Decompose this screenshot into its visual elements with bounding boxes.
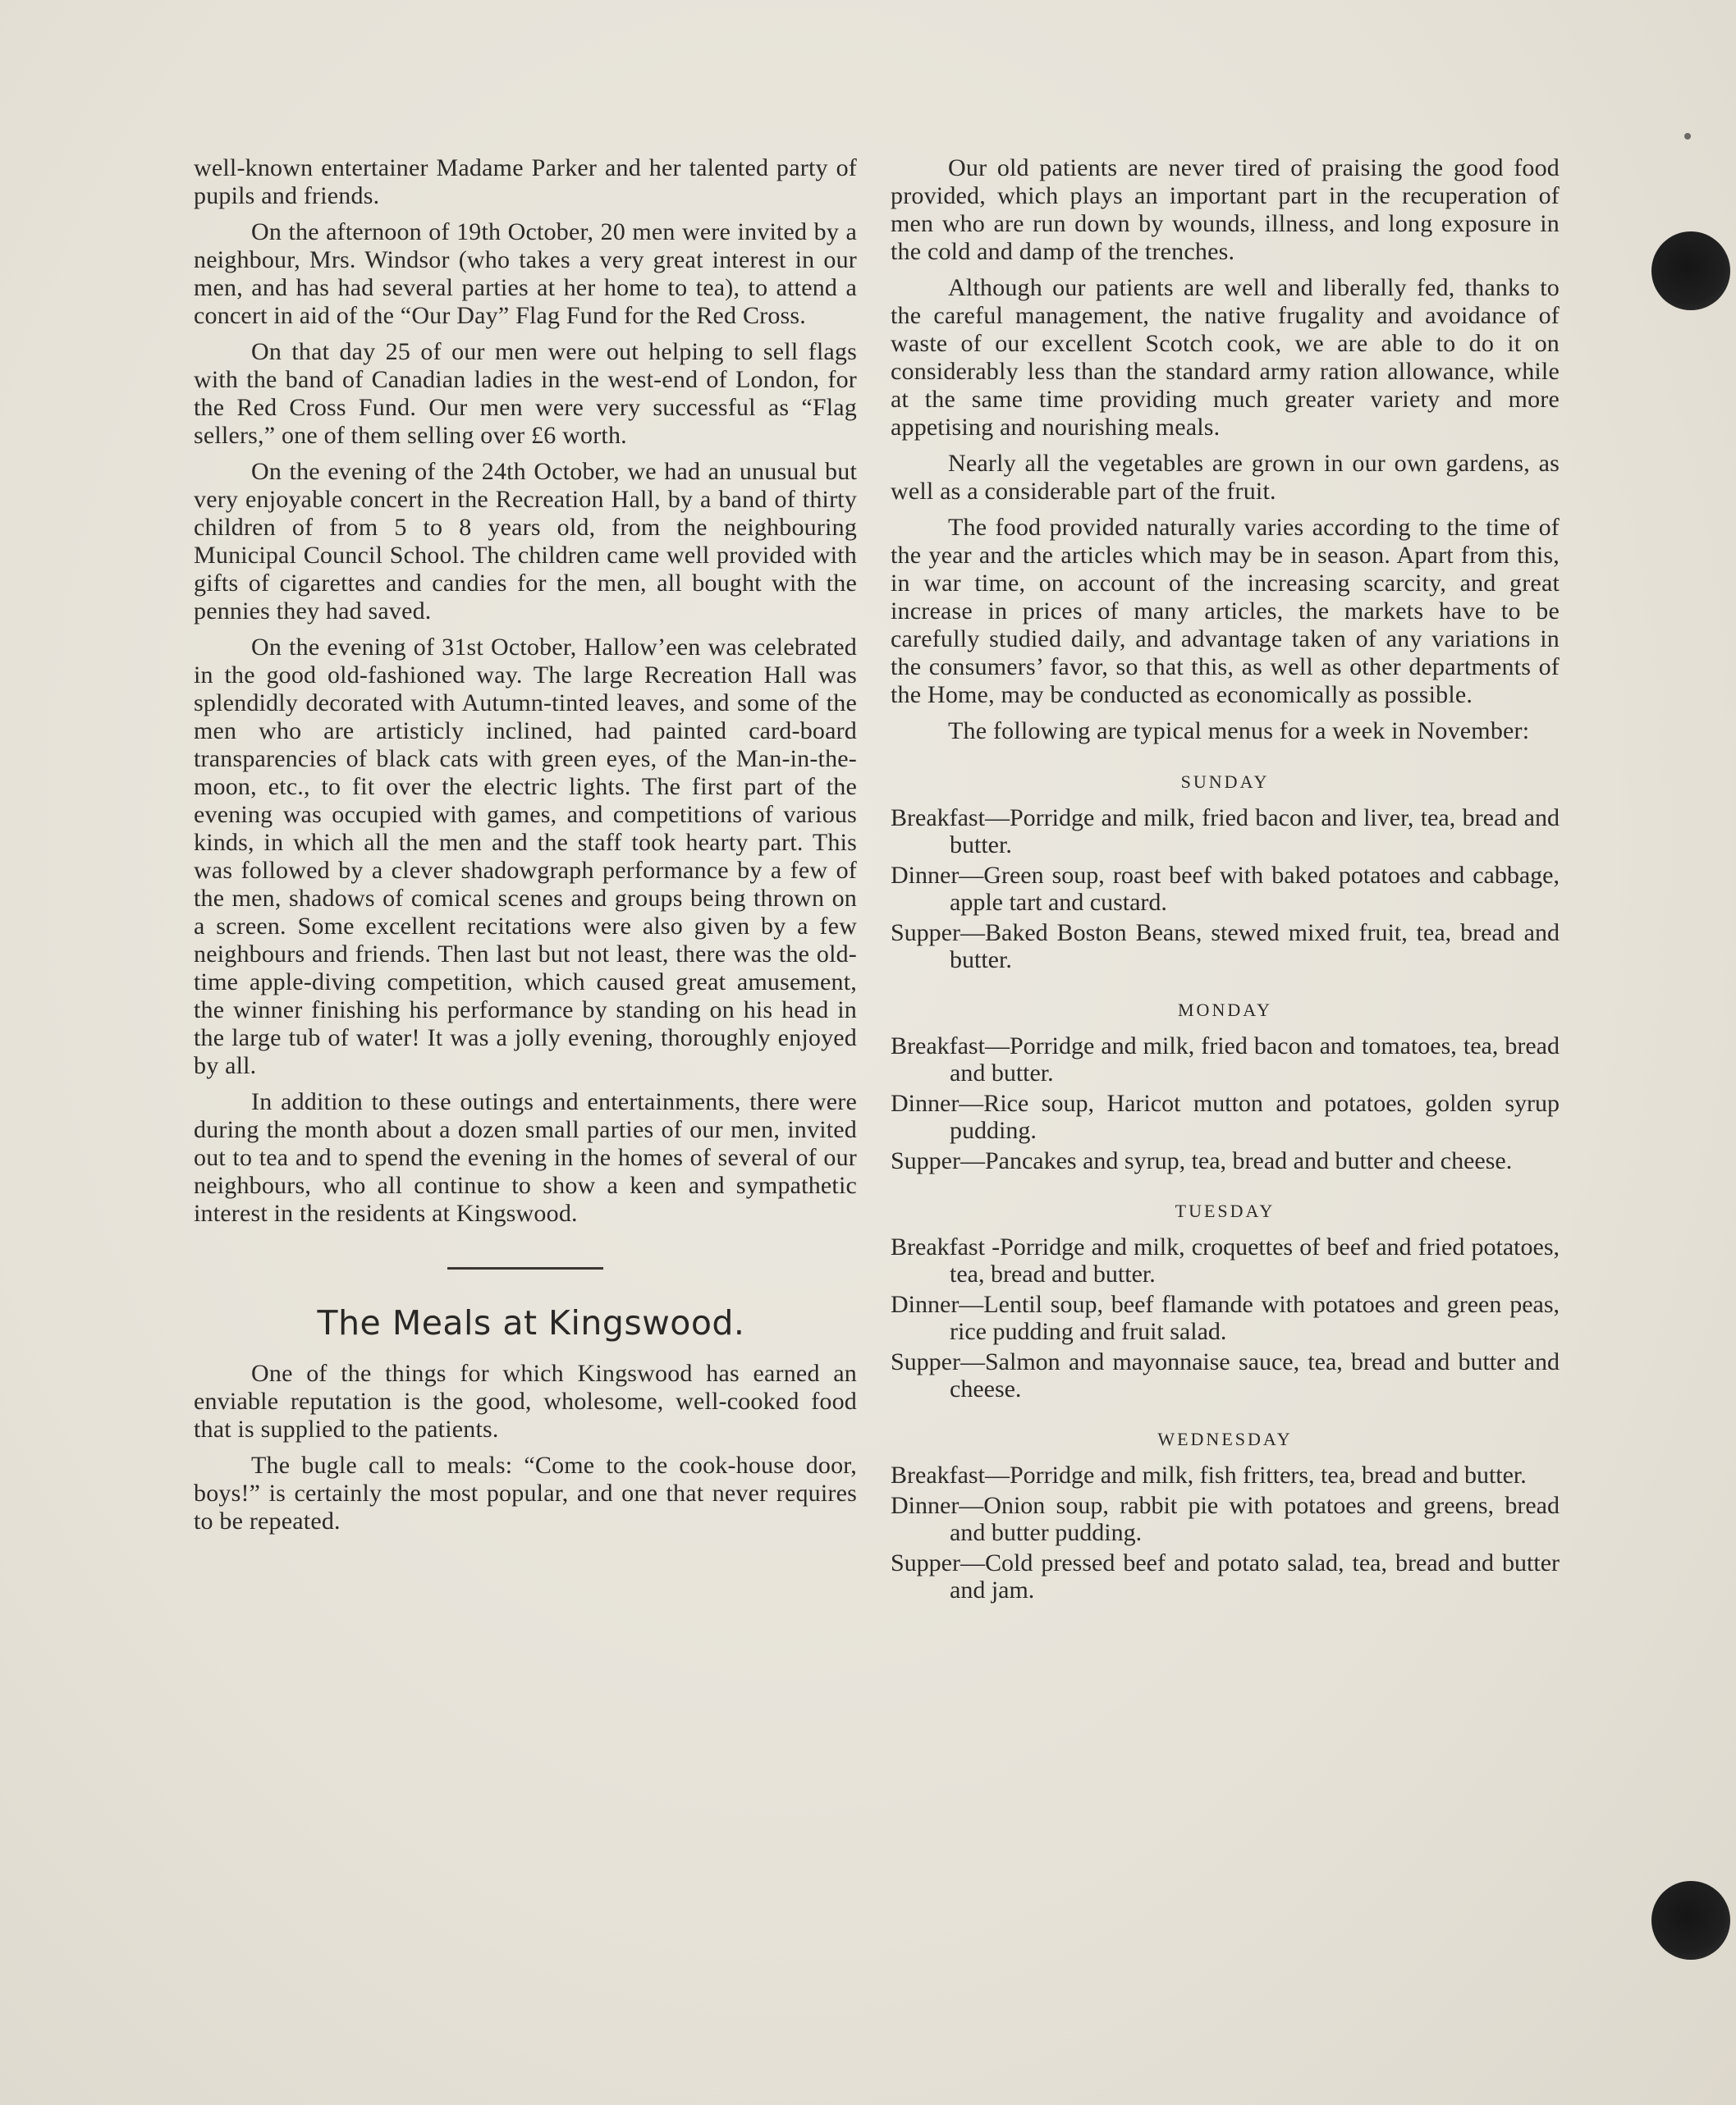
menu-day-heading: WEDNESDAY: [1157, 1429, 1293, 1449]
paragraph: well-known entertainer Madame Parker and her talented party of pupils and friends.: [194, 154, 857, 209]
paragraph: On that day 25 of our men were out helping to sell flags with the band of Canadian ladies in the west-end of London, for the Red Cross Fund. Our men were very successful as “Flag sellers,” one of them selling over £6 worth.: [194, 338, 857, 449]
section-divider: [447, 1267, 603, 1270]
paragraph: On the evening of 31st October, Hallow’een was celebrated in the good old-fashioned way. The large Recreation Hall was splendidly decorated with Autumn-tinted leaves, and some of the men who are artisticly inclined, had painted card-board transparencies of black cats with green eyes, of the Man-in-the-moon, etc., to fit over the electric lights. The first part of the evening was occupied with games, and competitions of various kinds, in which all the men and the staff took hearty part. This was followed by a clever shadowgraph performance by a few of the men, shadows of comical scenes and groups being thrown on a screen. Some excellent recitations were also given by a few neighbours and friends. Then last but not least, there was the old-time apple-diving competition, which caused great amusement, the winner finishing his performance by standing on his head in the large tub of water! It was a jolly evening, thoroughly enjoyed by all.: [194, 634, 857, 1079]
paragraph: Although our patients are well and liberally fed, thanks to the careful management, the native frugality and avoidance of waste of our excellent Scotch cook, we are able to do it on considerably less than the standard army ration allowance, while at the same time providing much greater variety and more appetising and nourishing meals.: [891, 274, 1560, 441]
menu-item: Supper—Cold pressed beef and potato salad, tea, bread and butter and jam.: [891, 1549, 1560, 1604]
menu-day-heading: SUNDAY: [1180, 771, 1270, 792]
section-title: The Meals at Kingswood.: [317, 1303, 745, 1343]
paragraph: The following are typical menus for a week in November:: [948, 717, 1530, 744]
menu-day-heading: MONDAY: [1178, 1000, 1272, 1020]
left-column: [194, 154, 857, 1544]
menu-item: Breakfast -Porridge and milk, croquettes of beef and fried potatoes, tea, bread and butter.: [891, 1233, 1560, 1288]
paragraph: On the evening of the 24th October, we had an unusual but very enjoyable concert in the Recreation Hall, by a band of thirty children of from 5 to 8 years old, from the neighbouring Municipal Council School. The children came well provided with gifts of cigarettes and candies for the men, all bought with the pennies they had saved.: [194, 458, 857, 625]
binder-hole: [1651, 1881, 1730, 1960]
menu-item: Supper—Baked Boston Beans, stewed mixed fruit, tea, bread and butter.: [891, 919, 1560, 973]
right-column: [891, 154, 1560, 1607]
menu-item: Breakfast—Porridge and milk, fish fritters, tea, bread and butter.: [891, 1462, 1527, 1489]
paragraph: One of the things for which Kingswood has earned an enviable reputation is the good, wholesome, well-cooked food that is supplied to the patients.: [194, 1360, 857, 1443]
paragraph: The bugle call to meals: “Come to the cook-house door, boys!” is certainly the most popular, and one that never requires to be repeated.: [194, 1452, 857, 1535]
menu-day-heading: TUESDAY: [1175, 1201, 1276, 1221]
menu-item: Dinner—Lentil soup, beef flamande with potatoes and green peas, rice pudding and fruit salad.: [891, 1291, 1560, 1345]
paragraph: In addition to these outings and entertainments, there were during the month about a dozen small parties of our men, invited out to tea and to spend the evening in the homes of several of our neighbours, who all continue to show a keen and sympathetic interest in the residents at Kingswood.: [194, 1088, 857, 1227]
menu-item: Breakfast—Porridge and milk, fried bacon and liver, tea, bread and butter.: [891, 804, 1560, 858]
paragraph: Our old patients are never tired of praising the good food provided, which plays an important part in the recuperation of men who are run down by wounds, illness, and long exposure in the cold and damp of the trenches.: [891, 154, 1560, 265]
paragraph: Nearly all the vegetables are grown in our own gardens, as well as a considerable part of the fruit.: [891, 450, 1560, 505]
menu-item: Breakfast—Porridge and milk, fried bacon and tomatoes, tea, bread and butter.: [891, 1032, 1560, 1087]
paper-speck: [1684, 133, 1691, 140]
paragraph: The food provided naturally varies according to the time of the year and the articles which may be in season. Apart from this, in war time, on account of the increasing scarcity, and great increase in prices of many articles, the markets have to be carefully studied daily, and advantage taken of any variations in the consumers’ favor, so that this, as well as other departments of the Home, may be conducted as economically as possible.: [891, 514, 1560, 708]
menu-item: Dinner—Green soup, roast beef with baked potatoes and cabbage, apple tart and custard.: [891, 862, 1560, 916]
paragraph: On the afternoon of 19th October, 20 men were invited by a neighbour, Mrs. Windsor (who takes a very great interest in our men, and has had several parties at her home to tea), to attend a concert in aid of the “Our Day” Flag Fund for the Red Cross.: [194, 218, 857, 329]
binder-hole: [1651, 231, 1730, 310]
menu-item: Dinner—Rice soup, Haricot mutton and potatoes, golden syrup pudding.: [891, 1090, 1560, 1144]
menu-item: Dinner—Onion soup, rabbit pie with potatoes and greens, bread and butter pudding.: [891, 1492, 1560, 1546]
menu-item: Supper—Salmon and mayonnaise sauce, tea, bread and butter and cheese.: [891, 1348, 1560, 1403]
menu-item: Supper—Pancakes and syrup, tea, bread and butter and cheese.: [891, 1147, 1513, 1174]
